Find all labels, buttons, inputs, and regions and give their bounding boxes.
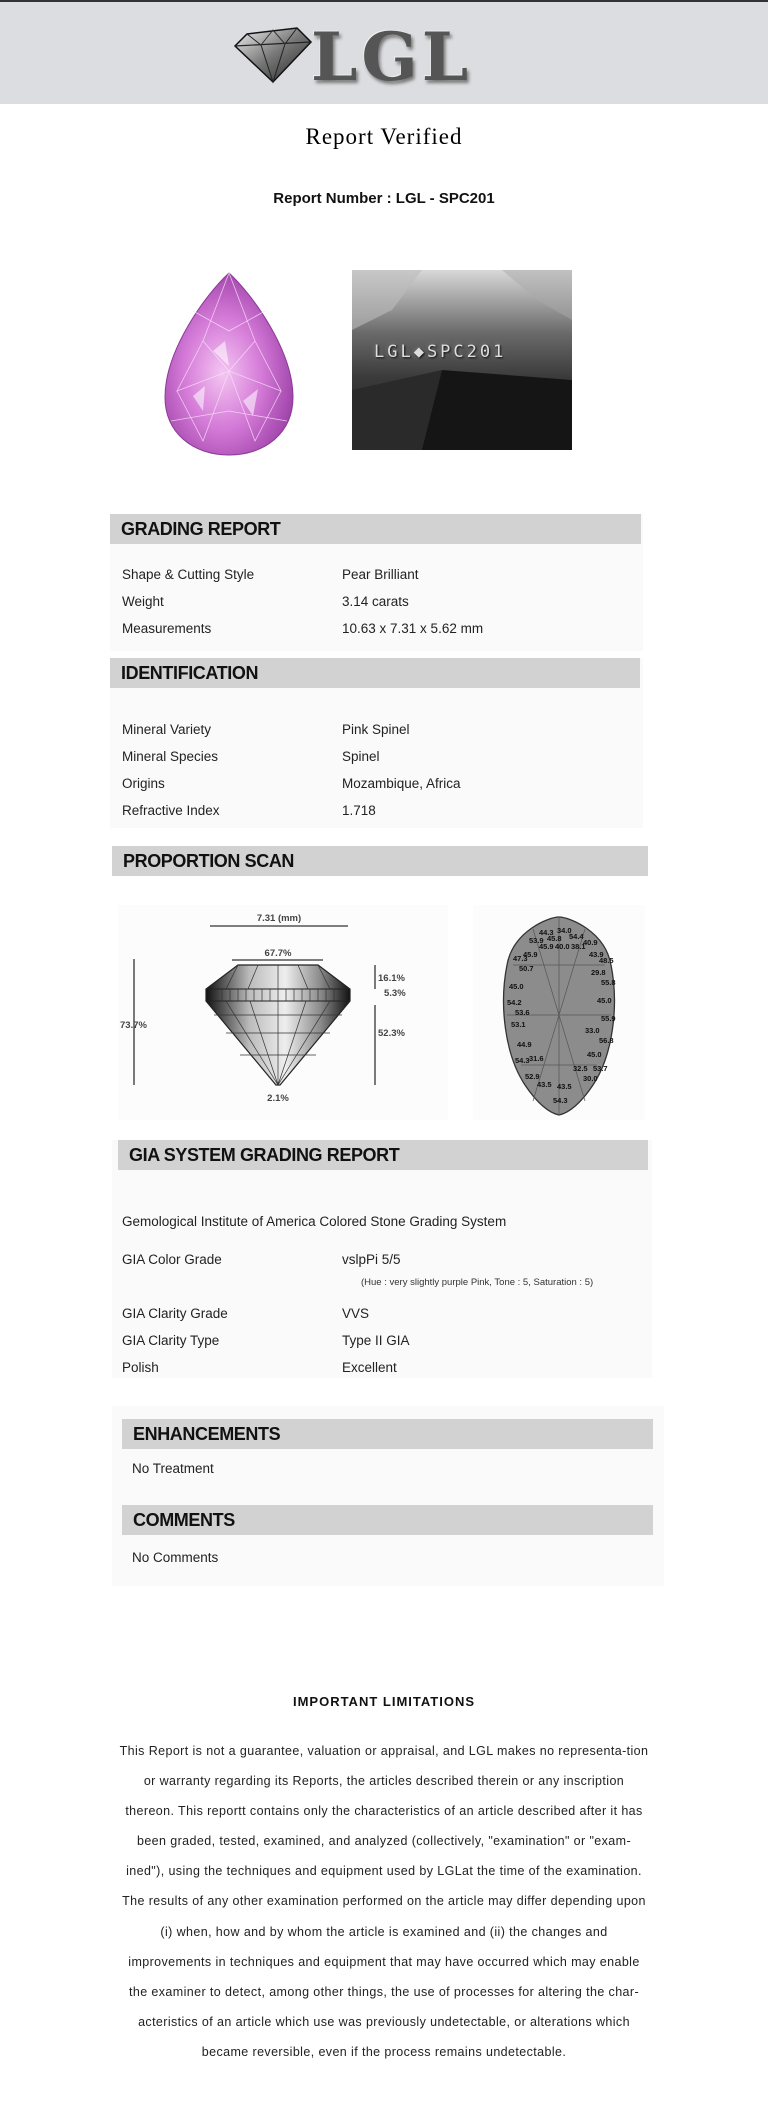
comments-header (122, 1505, 653, 1535)
facet-angle-label-left: 45.9 (523, 950, 538, 959)
facet-angle-label-left: 54.3 (515, 1056, 530, 1065)
facet-angle-label-right: 45.0 (587, 1050, 602, 1059)
facet-angle-label-right: 32.5 (573, 1064, 588, 1073)
row-label: GIA Clarity Grade (122, 1306, 228, 1321)
facet-angle-label-right: 55.9 (601, 1014, 616, 1023)
gia-color-note: (Hue : very slightly purple Pink, Tone : 5, Saturation : 5) (361, 1277, 594, 1288)
proportion-scan-title: PROPORTION SCAN (123, 851, 295, 871)
row-label: Mineral Variety (122, 722, 212, 737)
inscription-text: LGL◆SPC201 (374, 342, 507, 362)
facet-angle-label-top: 45.9 (539, 942, 554, 951)
facet-angle-label-right: 33.0 (585, 1026, 600, 1035)
facet-angle-label-left: 44.9 (517, 1040, 532, 1049)
profile-crown-label: 16.1% (378, 973, 405, 984)
facet-angle-label-top: 53.9 (529, 936, 544, 945)
facet-angle-label-left: 54.2 (507, 998, 522, 1007)
limitations-title: IMPORTANT LIMITATIONS (292, 1694, 476, 1709)
facet-angle-label-left: 50.7 (519, 964, 534, 973)
gia-header (118, 1140, 648, 1170)
facet-angle-label-left: 47.3 (513, 954, 528, 963)
gia-title: GIA SYSTEM GRADING REPORT (129, 1145, 400, 1165)
facet-angle-label-top: 40.9 (583, 938, 598, 947)
row-label: Polish (122, 1360, 159, 1375)
profile-pavilion-label: 52.3% (378, 1028, 405, 1039)
enhancements-header (122, 1419, 653, 1449)
facet-angle-label-right: 30.0 (583, 1074, 598, 1083)
page-title: Report Verified (305, 124, 463, 149)
facet-angle-diagram (473, 905, 645, 1120)
profile-culet-label: 2.1% (267, 1093, 289, 1104)
facet-angle-label-left: 53.6 (515, 1008, 530, 1017)
facet-angle-label-left: 43.5 (537, 1080, 552, 1089)
gia-system-text: Gemological Institute of America Colored Stone Grading System (122, 1214, 507, 1229)
facet-angle-label-left: 52.9 (525, 1072, 540, 1081)
row-value: Spinel (342, 749, 380, 764)
profile-girdle-label: 5.3% (384, 988, 406, 999)
facet-angle-label-right: 56.8 (599, 1036, 614, 1045)
facet-angle-label-right: 55.8 (601, 978, 616, 987)
facet-angle-label-right: 45.0 (597, 996, 612, 1005)
facet-angle-label-top: 45.8 (547, 934, 562, 943)
proportion-scan-header (112, 846, 648, 876)
facet-angle-label-top: 44.3 (539, 928, 554, 937)
profile-diagram (118, 905, 448, 1120)
report-number: Report Number : LGL - SPC201 (273, 190, 495, 207)
facet-angle-label-top: 54.4 (569, 932, 584, 941)
facet-angle-label-left: 31.6 (529, 1054, 544, 1063)
profile-width-label: 7.31 (mm) (256, 913, 302, 924)
enhancements-title: ENHANCEMENTS (133, 1424, 281, 1444)
row-label: GIA Clarity Type (122, 1333, 220, 1348)
row-label: Shape & Cutting Style (122, 567, 255, 582)
diamond-icon (233, 20, 313, 90)
facet-angle-label-right: 29.8 (591, 968, 606, 977)
facet-angle-label-top: 34.0 (557, 926, 572, 935)
row-value: Pear Brilliant (342, 567, 419, 582)
row-value: Pink Spinel (342, 722, 410, 737)
row-value: vslpPi 5/5 (342, 1252, 401, 1267)
row-label: Refractive Index (122, 803, 220, 818)
identification-title: IDENTIFICATION (121, 663, 259, 683)
grading-report-title: GRADING REPORT (121, 519, 281, 539)
facet-angle-label-right: 48.5 (599, 956, 614, 965)
facet-angle-label-right: 53.7 (593, 1064, 608, 1073)
facet-angle-label-right: 43.9 (589, 950, 604, 959)
profile-depth-label: 73.7% (120, 1020, 147, 1031)
enhancements-text: No Treatment (132, 1461, 214, 1476)
gemstone-photo (133, 271, 323, 459)
row-value: Mozambique, Africa (342, 776, 461, 791)
facet-angle-label-top: 38.1 (571, 942, 586, 951)
facet-angle-label-right: 43.5 (557, 1082, 572, 1091)
facet-angle-label-top: 40.0 (555, 942, 570, 951)
lgl-logo[interactable] (233, 16, 493, 96)
grading-report-header (110, 514, 641, 544)
profile-table-label: 67.7% (264, 948, 292, 959)
facet-angle-label-left: 53.1 (511, 1020, 526, 1029)
facet-angle-label-left: 45.0 (509, 982, 524, 991)
comments-title: COMMENTS (133, 1510, 235, 1530)
logo-text: LGL (311, 18, 473, 96)
row-label: GIA Color Grade (122, 1252, 222, 1267)
identification-header (110, 658, 640, 688)
facet-angle-label-bottom: 54.3 (553, 1096, 568, 1105)
comments-text: No Comments (132, 1550, 219, 1565)
row-value: 3.14 carats (342, 594, 409, 609)
row-value: VVS (342, 1306, 370, 1321)
row-label: Weight (122, 594, 164, 609)
row-label: Origins (122, 776, 165, 791)
limitations-text: This Report is not a guarantee, valuation or appraisal, and LGL makes no representa-tion or warranty regarding its Reports, the articles described therein or any inscription thereon. This reportt contains only the characteristics of an article described after it has been graded, tested, examined, and analyzed (collectively, "examination" or "exam-ined"), using the techniques and equipment used by LGLat the time of the examination. The results of any other examination performed on the article may differ depending upon (i) when, how and by whom the article is examined and (ii) the changes and improvements in techniques and equipment that may have occurred which may enable the examiner to detect, among other things, the use of processes for altering the char-acteristics of an article which use was previously undetectable, or alterations which became reversible, even if the process remains undetectable. (119, 1744, 649, 2059)
row-value: 10.63 x 7.31 x 5.62 mm (342, 621, 484, 636)
row-value: Excellent (342, 1360, 397, 1375)
inscription-photo (352, 270, 572, 450)
header-banner (0, 2, 768, 104)
row-value: Type II GIA (342, 1333, 410, 1348)
row-value: 1.718 (342, 803, 376, 818)
row-label: Measurements (122, 621, 212, 636)
row-label: Mineral Species (122, 749, 219, 764)
